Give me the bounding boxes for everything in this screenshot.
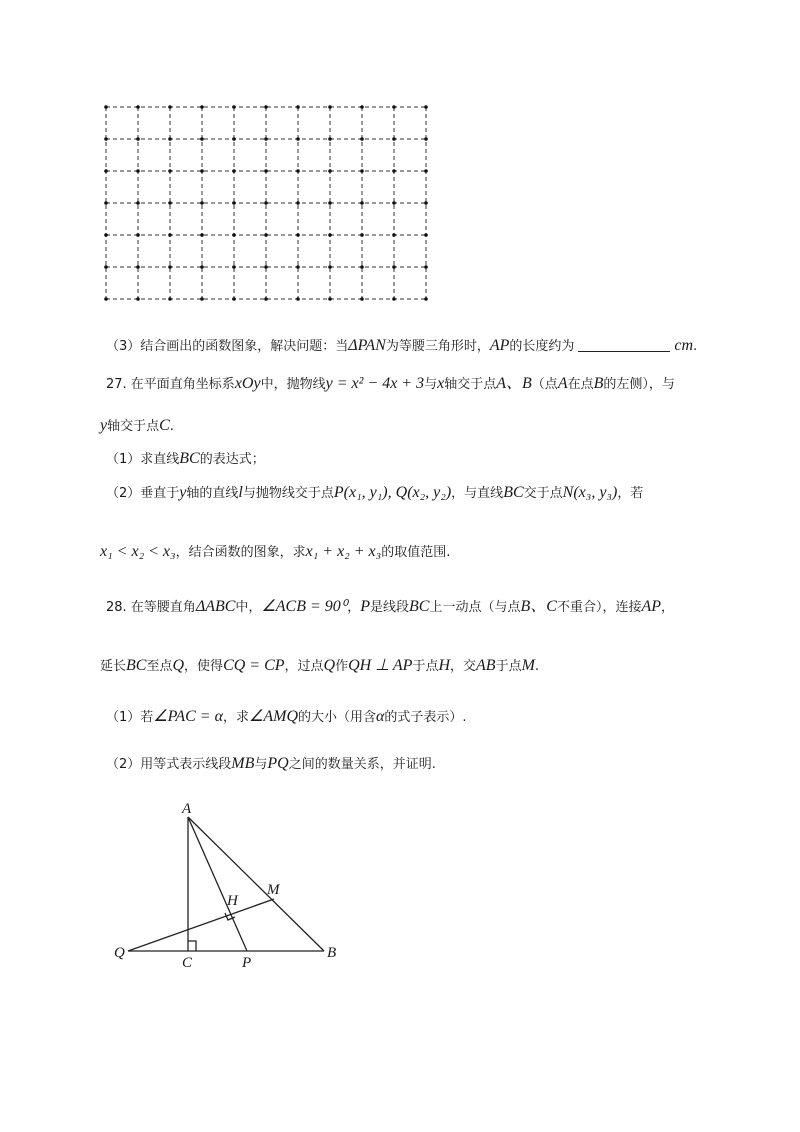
grid-dot — [168, 169, 172, 173]
q28-line1: 28. 在等腰直角ΔABC中，∠ACB = 90⁰，P是线段BC上一动点（与点B、C不重合），连接AP， — [106, 598, 675, 615]
grid-dot — [200, 201, 204, 205]
grid-dot — [296, 265, 300, 269]
grid-dot — [168, 297, 172, 301]
q27-line1: 27. 在平面直角坐标系xOy中，抛物线y = x² − 4x + 3与x轴交于点A、B（点A在点B的左侧），与 — [106, 375, 675, 392]
grid-dot — [136, 169, 140, 173]
grid-dot — [424, 233, 428, 237]
grid-dot — [136, 137, 140, 141]
grid-dot — [200, 105, 204, 109]
grid-dot — [360, 137, 364, 141]
label-C: C — [182, 955, 193, 971]
grid-dot — [328, 201, 332, 205]
grid-dot — [328, 297, 332, 301]
triangle-figure — [100, 795, 360, 975]
grid-dot — [424, 297, 428, 301]
grid-dot — [168, 265, 172, 269]
grid-dot — [424, 137, 428, 141]
grid-dot — [392, 105, 396, 109]
label-Q: Q — [114, 945, 125, 961]
answer-blank[interactable] — [578, 337, 670, 352]
grid-dot — [264, 105, 268, 109]
grid-dot — [200, 169, 204, 173]
label-A: A — [182, 801, 192, 817]
grid-dot — [360, 233, 364, 237]
grid-dot — [360, 169, 364, 173]
grid-dot — [328, 265, 332, 269]
q27-part1: （1）求直线BC的表达式； — [106, 450, 265, 467]
grid-dot — [104, 137, 108, 141]
grid-dot — [136, 201, 140, 205]
grid-dot — [424, 201, 428, 205]
grid-dot — [232, 105, 236, 109]
grid-dot — [104, 201, 108, 205]
grid-dot — [296, 233, 300, 237]
grid-dot — [328, 169, 332, 173]
grid-dot — [328, 137, 332, 141]
grid-dot — [136, 233, 140, 237]
grid-dot — [264, 201, 268, 205]
grid-dot — [264, 233, 268, 237]
segment-QM — [128, 899, 274, 951]
grid-dot — [104, 169, 108, 173]
q28-part1: （1）若∠PAC = α，求∠AMQ的大小（用含α的式子表示）. — [106, 708, 467, 725]
grid-dot — [168, 137, 172, 141]
q28-line2: 延长BC至点Q，使得CQ = CP，过点Q作QH ⊥ AP于点H，交AB于点M. — [100, 657, 540, 674]
grid-dot — [328, 233, 332, 237]
grid-dot — [232, 201, 236, 205]
grid-dot — [392, 297, 396, 301]
grid-dot — [104, 233, 108, 237]
grid-dot — [328, 105, 332, 109]
grid-dot — [264, 297, 268, 301]
q27-line2: y轴交于点C. — [100, 417, 174, 434]
grid-dot — [392, 233, 396, 237]
grid-dot — [296, 201, 300, 205]
grid-dot — [136, 297, 140, 301]
grid-dot — [392, 169, 396, 173]
grid-dot — [232, 233, 236, 237]
dashed-grid — [100, 100, 435, 305]
grid-dot — [360, 201, 364, 205]
grid-dot — [232, 137, 236, 141]
q27-part2: （2）垂直于y轴的直线l与抛物线交于点P(x₁, y₁), Q(x₂, y₂)，与直线BC交于点N(x₃, y₃)，若 — [106, 484, 644, 501]
grid-dot — [104, 105, 108, 109]
grid-dot — [232, 169, 236, 173]
grid-dot — [136, 265, 140, 269]
grid-dot — [200, 137, 204, 141]
grid-dot — [104, 265, 108, 269]
grid-dot — [392, 201, 396, 205]
right-angle-C — [188, 941, 196, 951]
grid-dot — [200, 265, 204, 269]
grid-dot — [104, 297, 108, 301]
grid-dot — [424, 105, 428, 109]
grid-dot — [232, 297, 236, 301]
grid-dot — [424, 265, 428, 269]
grid-dot — [200, 233, 204, 237]
grid-dot — [360, 105, 364, 109]
grid-dot — [296, 105, 300, 109]
segment-AB — [188, 817, 324, 951]
grid-dot — [264, 137, 268, 141]
grid-dot — [168, 201, 172, 205]
label-B: B — [327, 945, 337, 961]
q28-part2: （2）用等式表示线段MB与PQ之间的数量关系，并证明. — [106, 755, 436, 772]
grid-dot — [296, 297, 300, 301]
q26-part3: （3）结合画出的函数图象，解决问题：当ΔPAN为等腰三角形时，AP的长度约为 cm. — [106, 337, 698, 354]
grid-dot — [232, 265, 236, 269]
grid-dot — [264, 265, 268, 269]
grid-dot — [360, 265, 364, 269]
label-H: H — [227, 893, 238, 909]
q27-part2-cont: x₁ < x₂ < x₃，结合函数的图象，求x₁ + x₂ + x₃的取值范围. — [100, 543, 451, 560]
grid-dot — [136, 105, 140, 109]
grid-dot — [392, 265, 396, 269]
grid-dot — [392, 137, 396, 141]
label-M: M — [267, 882, 280, 898]
grid-dot — [168, 233, 172, 237]
label-P: P — [242, 955, 252, 971]
grid-dot — [264, 169, 268, 173]
grid-dot — [360, 297, 364, 301]
grid-dot — [200, 297, 204, 301]
grid-dot — [296, 169, 300, 173]
grid-dot — [296, 137, 300, 141]
grid-dot — [424, 169, 428, 173]
grid-dot — [168, 105, 172, 109]
segment-AP — [188, 817, 247, 951]
